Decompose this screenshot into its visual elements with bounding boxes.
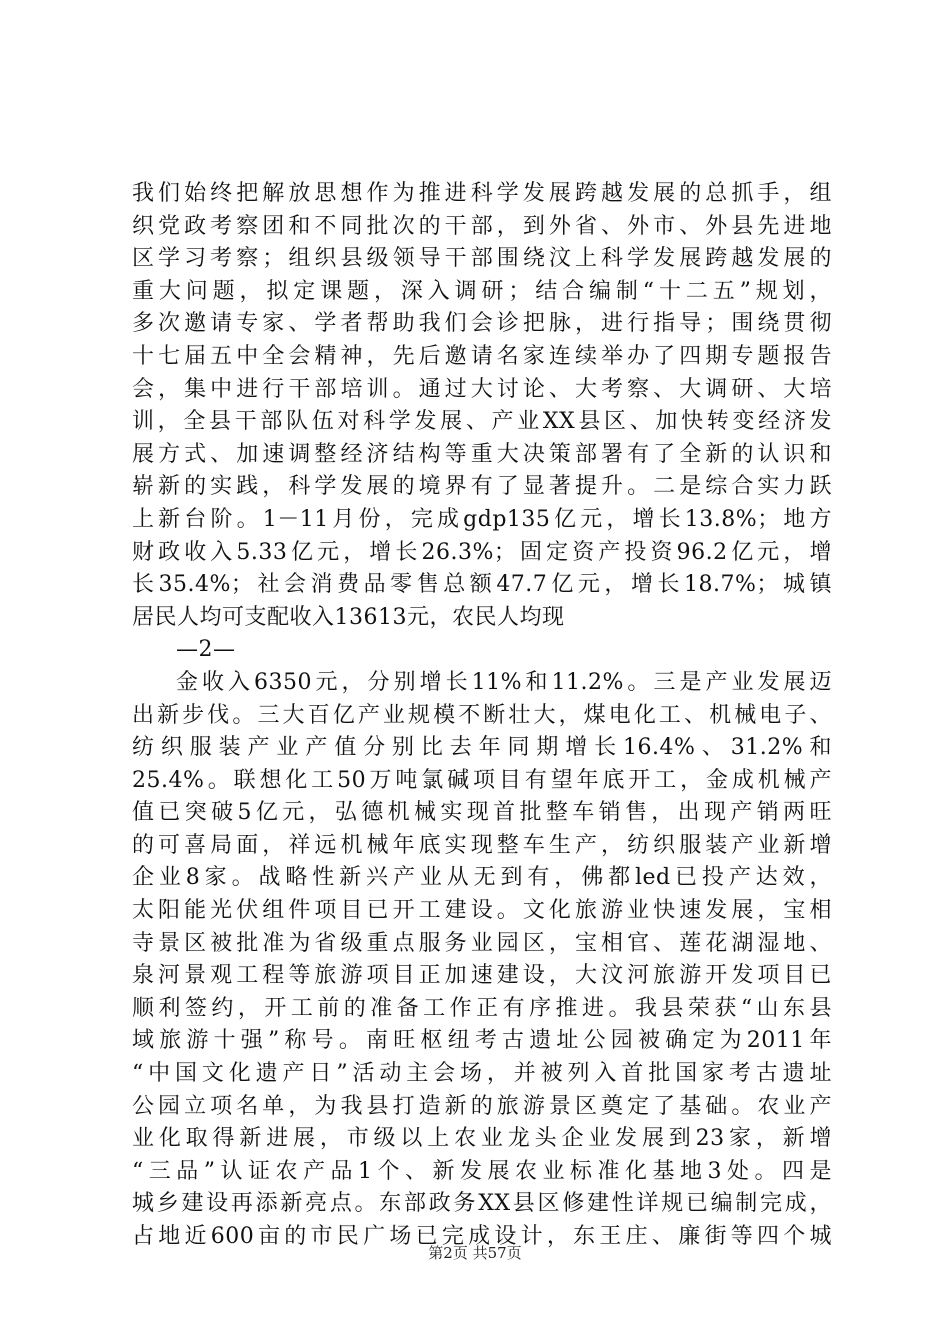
text-line: 会，集中进行干部培训。通过大讨论、大考察、大调研、大培: [132, 376, 832, 402]
text-line: 训，全县干部队伍对科学发展、产业XX县区、加快转变经济发: [132, 409, 832, 435]
text-line: 多次邀请专家、学者帮助我们会诊把脉，进行指导；围绕贯彻: [132, 311, 832, 337]
text-line: 顺利签约，开工前的准备工作正有序推进。我县荣获“山东县: [132, 995, 832, 1021]
text-line: 居民人均可支配收入13613元，农民人均现: [132, 604, 565, 630]
text-line: 城乡建设再添新亮点。东部政务XX县区修建性详规已编制完成，: [132, 1191, 832, 1217]
text-line: 寺景区被批准为省级重点服务业园区，宝相官、莲花湖湿地、: [132, 930, 832, 956]
text-line: 展方式、加速调整经济结构等重大决策部署有了全新的认识和: [132, 441, 832, 467]
text-line: “三品”认证农产品1个、新发展农业标准化基地3处。四是: [132, 1158, 832, 1184]
text-line: 泉河景观工程等旅游项目正加速建设，大汶河旅游开发项目已: [132, 963, 832, 989]
text-line: 财政收入5.33亿元，增长26.3%；固定资产投资96.2亿元，增: [132, 539, 832, 565]
text-line: 占地近600亩的市民广场已完成设计，东王庄、廉街等四个城: [132, 1224, 832, 1249]
text-line: 织党政考察团和不同批次的干部，到外省、外市、外县先进地: [132, 213, 832, 239]
text-line: 纺织服装产业产值分别比去年同期增长16.4%、31.2%和: [132, 735, 832, 761]
text-line: 重大问题，拟定课题，深入调研；结合编制“十二五”规划，: [132, 278, 832, 304]
text-line: 上新台阶。1－11月份，完成gdp135亿元，增长13.8%；地方: [132, 506, 832, 532]
text-line: 长35.4%；社会消费品零售总额47.7亿元，增长18.7%；城镇: [132, 572, 832, 598]
text-line: 公园立项名单，为我县打造新的旅游景区奠定了基础。农业产: [132, 1093, 832, 1119]
page-footer: 第2页 共57页: [428, 1244, 522, 1262]
text-line: 区学习考察；组织县级领导干部围绕汶上科学发展跨越发展的: [132, 246, 832, 272]
text-line: 域旅游十强”称号。南旺枢纽考古遗址公园被确定为2011年: [132, 1028, 832, 1054]
page-marker: —2—: [176, 637, 236, 663]
text-line: 企业8家。战略性新兴产业从无到有，佛都led已投产达效，: [132, 865, 832, 891]
text-line: “中国文化遗产日”活动主会场，并被列入首批国家考古遗址: [132, 1061, 832, 1087]
text-line: 崭新的实践，科学发展的境界有了显著提升。二是综合实力跃: [132, 474, 832, 500]
text-line: 的可喜局面，祥远机械年底实现整车生产，纺织服装产业新增: [132, 832, 832, 858]
text-line: 业化取得新进展，市级以上农业龙头企业发展到23家，新增: [132, 1126, 832, 1152]
text-line: 出新步伐。三大百亿产业规模不断壮大，煤电化工、机械电子、: [132, 702, 832, 728]
text-line: 金收入6350元，分别增长11%和11.2%。三是产业发展迈: [176, 669, 832, 695]
text-line: 太阳能光伏组件项目已开工建设。文化旅游业快速发展，宝相: [132, 898, 832, 924]
text-line: 我们始终把解放思想作为推进科学发展跨越发展的总抓手，组: [132, 181, 832, 206]
text-line: 25.4%。联想化工50万吨氯碱项目有望年底开工，金成机械产: [132, 767, 832, 793]
text-line: 十七届五中全会精神，先后邀请名家连续举办了四期专题报告: [132, 343, 832, 369]
body-text: [132, 178, 832, 1254]
text-line: 值已突破5亿元，弘德机械实现首批整车销售，出现产销两旺: [132, 800, 832, 826]
